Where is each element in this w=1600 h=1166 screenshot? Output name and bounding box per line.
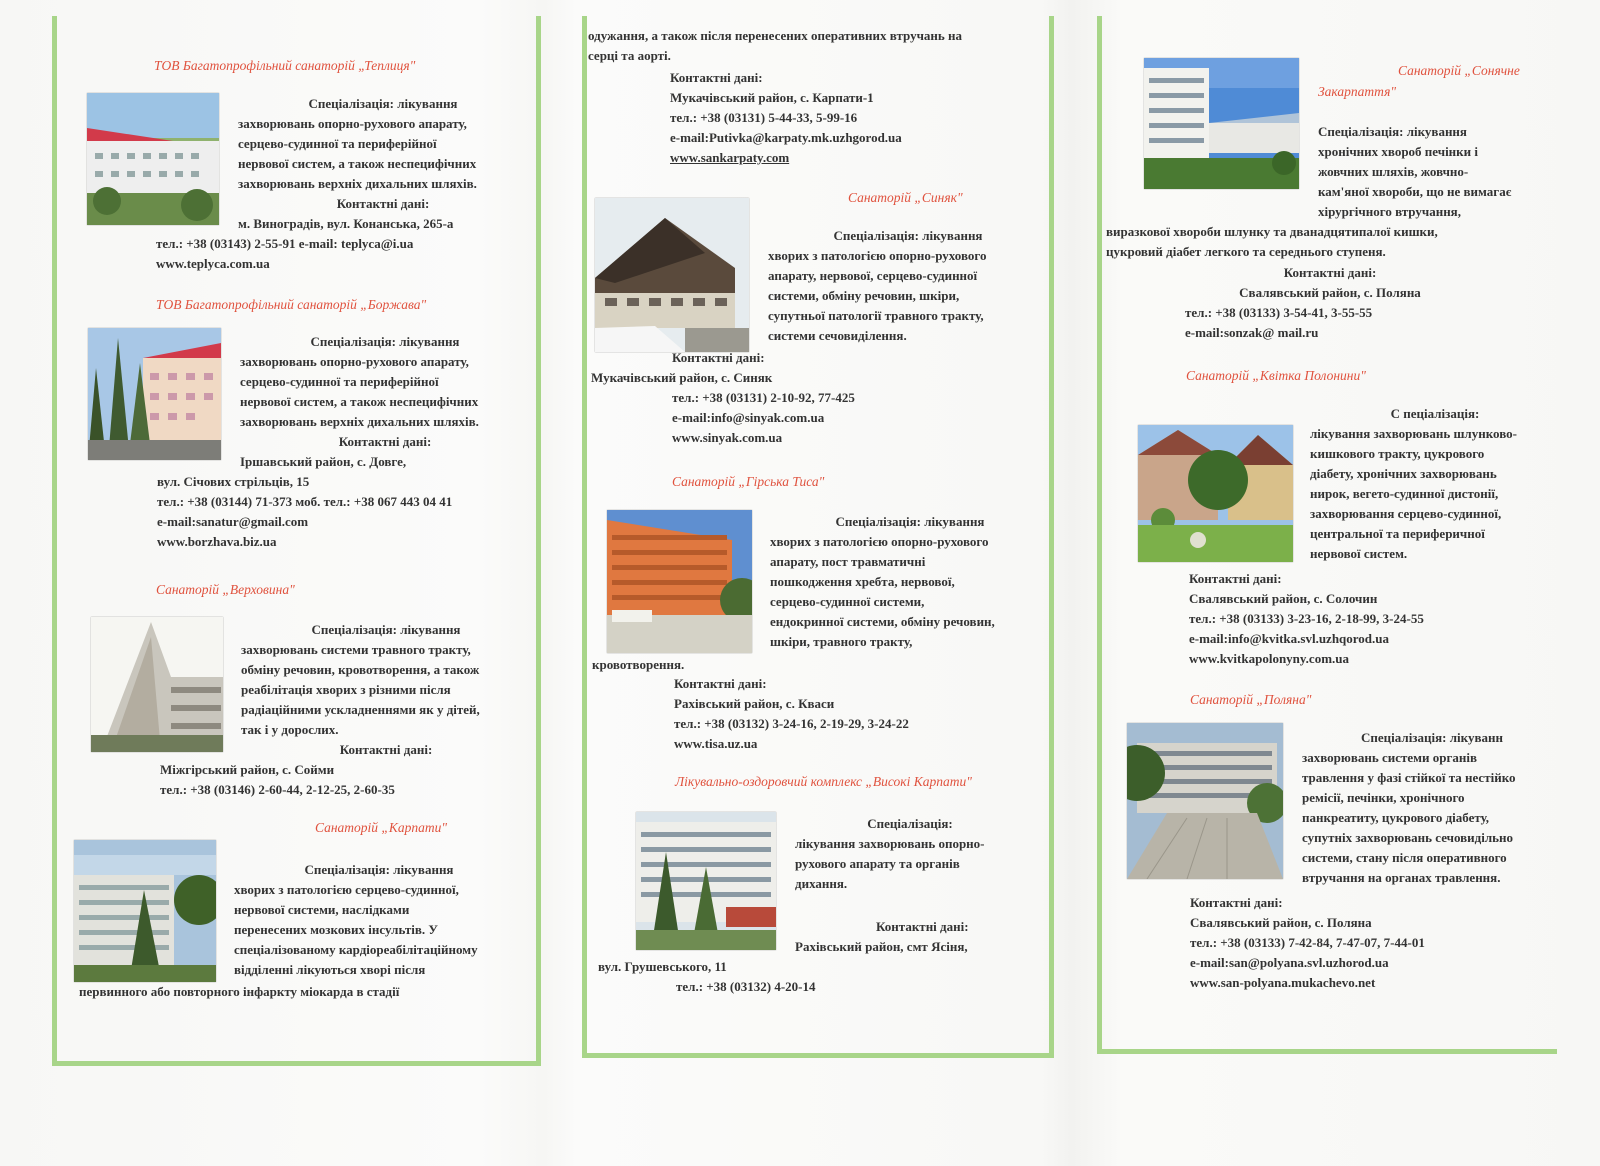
karpaty-line: Спеціалізація: лікування xyxy=(304,862,454,877)
verkhovyna-line: радіаційними ускладненнями як у дітей, xyxy=(241,702,480,717)
teplytsia-contacts-head: Контактні дані: xyxy=(336,196,430,211)
vysoki-karpaty-district: Рахівський район, смт Ясіня, xyxy=(795,939,968,954)
poliana-line: втручання на органах травлення. xyxy=(1302,870,1501,885)
verkhovyna-line: Спеціалізація: лікування xyxy=(311,622,461,637)
sonychne-title-line1: Санаторій „Сонячне xyxy=(1398,63,1520,78)
poliana-line: травлення у фазі стійкої та нестійко xyxy=(1302,770,1516,785)
kvitka-photo xyxy=(1138,425,1293,562)
karpaty-contacts-head: Контактні дані: xyxy=(670,70,763,85)
sonychne-contacts-head: Контактні дані: xyxy=(1283,265,1377,280)
kvitka-email: e-mail:info@kvitka.svl.uzhqorod.ua xyxy=(1189,631,1390,646)
sonychne-district: Свалявський район, с. Поляна xyxy=(1239,285,1421,300)
hirska-tysa-line: ендокринної системи, обміну речовин, xyxy=(770,614,995,629)
hirska-tysa-text xyxy=(770,512,1050,652)
kvitka-line: центральної та периферичної xyxy=(1310,526,1485,541)
teplytsia-line: захворювань верхніх дихальних шляхів. xyxy=(238,176,477,191)
borzhava-line: захворювань верхніх дихальних шляхів. xyxy=(240,414,479,429)
karpaty-line: перенесених мозкових інсультів. У xyxy=(234,922,438,937)
karpaty-line: нервової системи, наслідками xyxy=(234,902,410,917)
hirska-tysa-photo xyxy=(607,510,752,653)
borzhava-phone: тел.: +38 (03144) 71-373 моб. тел.: +38 067 443 04 41 xyxy=(157,494,453,509)
sonychne-line: кам'яної хвороби, що не вимагає xyxy=(1318,184,1512,199)
poliana-line: супутніх захворювань сечовидільно xyxy=(1302,830,1514,845)
verkhovyna-line: так і у дорослих. xyxy=(241,722,339,737)
syniak-contacts-head: Контактні дані: xyxy=(672,350,765,365)
syniak-text xyxy=(768,226,1048,346)
verkhovyna-contacts xyxy=(160,760,395,800)
syniak-district: Мукачівський район, с. Синяк xyxy=(591,370,773,385)
vysoki-karpaty-phone: тел.: +38 (03132) 4-20-14 xyxy=(676,979,816,994)
vysoki-karpaty-street: вул. Грушевського, 11 xyxy=(598,959,727,974)
teplytsia-phone: тел.: +38 (03143) 2-55-91 e-mail: teplyca@i.ua xyxy=(156,236,414,251)
verkhovyna-phone: тел.: +38 (03146) 2-60-44, 2-12-25, 2-60-35 xyxy=(160,782,395,797)
poliana-text xyxy=(1302,728,1562,888)
borzhava-contacts-head: Контактні дані: xyxy=(338,434,432,449)
vysoki-karpaty-line: рухового апарату та органів xyxy=(795,856,960,871)
poliana-phone: тел.: +38 (03133) 7-42-84, 7-47-07, 7-44-01 xyxy=(1190,935,1425,950)
karpaty-line: відділенні лікуються хворі після xyxy=(234,962,426,977)
verkhovyna-text xyxy=(241,620,531,760)
teplytsia-address: м. Виноградів, вул. Конанська, 265-а xyxy=(238,216,454,231)
verkhovyna-line: реабілітація хворих з різними після xyxy=(241,682,451,697)
karpaty-continued xyxy=(588,26,962,66)
teplytsia-line: Спеціалізація: лікування xyxy=(308,96,458,111)
hirska-tysa-line: серцево-судинної системи, xyxy=(770,594,925,609)
sonychne-line: хронічних хвороб печінки і xyxy=(1318,144,1479,159)
sonychne-text xyxy=(1318,122,1558,222)
borzhava-email: e-mail:sanatur@gmail.com xyxy=(157,514,309,529)
kvitka-district: Свалявський район, с. Солочин xyxy=(1189,591,1378,606)
hirska-tysa-line: шкіри, травного тракту, xyxy=(770,634,913,649)
karpaty-cont-line: одужання, а також після перенесених оперативних втручань на xyxy=(588,28,963,43)
syniak-title: Санаторій „Синяк" xyxy=(848,190,963,205)
sonychne-phone: тел.: +38 (03133) 3-54-41, 3-55-55 xyxy=(1185,305,1373,320)
sonychne-wide-line: цукровий діабет легкого та середнього ступеня. xyxy=(1106,244,1386,259)
hirska-tysa-district: Рахівський район, с. Кваси xyxy=(674,696,835,711)
hirska-tysa-web: www.tisa.uz.ua xyxy=(674,736,758,751)
teplytsia-line: нервової систем, а також неспецифічних xyxy=(238,156,477,171)
vysoki-karpaty-photo xyxy=(636,812,776,950)
kvitka-line: захворювання серцево-судинної, xyxy=(1310,506,1502,521)
vysoki-karpaty-text xyxy=(795,814,1025,894)
syniak-email: e-mail:info@sinyak.com.ua xyxy=(672,410,825,425)
verkhovyna-line: обміну речовин, кровотворення, а також xyxy=(241,662,480,677)
poliana-email: e-mail:san@polyana.svl.uzhorod.ua xyxy=(1190,955,1389,970)
karpaty-cont-line: серці та аорті. xyxy=(588,48,671,63)
borzhava-line: нервової систем, а також неспецифічних xyxy=(240,394,479,409)
borzhava-contacts xyxy=(157,472,452,552)
verkhovyna-photo xyxy=(91,617,223,752)
sonychne-line: жовчних шляхів, жовчно- xyxy=(1318,164,1469,179)
syniak-line: апарату, нервової, серцево-судинної xyxy=(768,268,978,283)
karpaty-line: спеціалізованому кардіореабілітаційному xyxy=(234,942,478,957)
karpaty-text xyxy=(234,860,524,980)
teplytsia-title: ТОВ Багатопрофільний санаторій „Теплиця" xyxy=(154,58,416,73)
sonychne-photo xyxy=(1144,58,1299,189)
karpaty-district: Мукачівський район, с. Карпати-1 xyxy=(670,90,874,105)
karpaty-web-link[interactable]: www.sankarpaty.com xyxy=(670,150,790,165)
syniak-line: Спеціалізація: лікування xyxy=(833,228,983,243)
sonychne-email: e-mail:sonzak@ mail.ru xyxy=(1185,325,1319,340)
sonychne-title-line2: Закарпаття" xyxy=(1318,84,1397,99)
syniak-photo xyxy=(595,198,749,352)
karpaty-photo xyxy=(74,840,216,982)
kvitka-title: Санаторій „Квітка Полонини" xyxy=(1186,368,1366,383)
teplytsia-line: захворювань опорно-рухового апарату, xyxy=(238,116,467,131)
borzhava-district: Іршавський район, с. Довге, xyxy=(240,454,407,469)
poliana-web: www.san-polyana.mukachevo.net xyxy=(1190,975,1376,990)
hirska-tysa-phone: тел.: +38 (03132) 3-24-16, 2-19-29, 3-24-22 xyxy=(674,716,909,731)
poliana-title: Санаторій „Поляна" xyxy=(1190,692,1312,707)
teplytsia-text xyxy=(238,94,528,234)
hirska-tysa-line: хворих з патологією опорно-рухового xyxy=(770,534,989,549)
syniak-line: хворих з патологією опорно-рухового xyxy=(768,248,987,263)
vysoki-karpaty-line: Спеціалізація: xyxy=(867,816,953,831)
hirska-tysa-contacts-head: Контактні дані: xyxy=(674,676,767,691)
karpaty-email: e-mail:Putivka@karpaty.mk.uzhgorod.ua xyxy=(670,130,902,145)
poliana-line: ремісії, печінки, хронічного xyxy=(1302,790,1465,805)
sonychne-wide-line: виразкової хвороби шлунку та дванадцятипалої кишки, xyxy=(1106,224,1438,239)
teplytsia-contacts xyxy=(156,234,413,274)
borzhava-photo xyxy=(88,328,221,460)
karpaty-line: хворих з патологією серцево-судинної, xyxy=(234,882,459,897)
borzhava-street: вул. Січових стрільців, 15 xyxy=(157,474,310,489)
poliana-line: Спеціалізація: лікуванн xyxy=(1361,730,1503,745)
hirska-tysa-line: апарату, пост травматичні xyxy=(770,554,926,569)
teplytsia-line: серцево-судинної та периферійної xyxy=(238,136,437,151)
verkhovyna-district: Міжгірський район, с. Сойми xyxy=(160,762,335,777)
karpaty-title: Санаторій „Карпати" xyxy=(315,820,448,835)
hirska-tysa-line: пошкодження хребта, нервової, xyxy=(770,574,955,589)
kvitka-web: www.kvitkapolonyny.com.ua xyxy=(1189,651,1350,666)
poliana-contacts-head: Контактні дані: xyxy=(1190,895,1283,910)
karpaty-last-line: первинного або повторного інфаркту міокарда в стадії xyxy=(79,984,400,999)
teplytsia-photo xyxy=(87,93,219,225)
borzhava-line: Спеціалізація: лікування xyxy=(310,334,460,349)
poliana-line: панкреатиту, цукрового діабету, xyxy=(1302,810,1490,825)
syniak-line: супутньої патології травного тракту, xyxy=(768,308,984,323)
vysoki-karpaty-contacts-head: Контактні дані: xyxy=(876,919,969,934)
kvitka-text xyxy=(1310,404,1560,564)
kvitka-line: нирок, вегето-судинної дистонії, xyxy=(1310,486,1499,501)
poliana-line: захворювань системи органів xyxy=(1302,750,1477,765)
syniak-line: системи сечовиділення. xyxy=(768,328,907,343)
hirska-tysa-last-line: кровотворення. xyxy=(592,657,685,672)
karpaty-contacts xyxy=(670,68,902,168)
vysoki-karpaty-title: Лікувально-оздоровчий комплекс „Високі Карпати" xyxy=(675,774,972,789)
sonychne-line: Спеціалізація: лікування xyxy=(1318,124,1467,139)
sonychne-line: хірургічного втручання, xyxy=(1318,204,1461,219)
hirska-tysa-contacts xyxy=(674,674,909,754)
teplytsia-web: www.teplyca.com.ua xyxy=(156,256,270,271)
borzhava-web: www.borzhava.biz.ua xyxy=(157,534,277,549)
kvitka-line: діабету, хронічних захворювань xyxy=(1310,466,1497,481)
syniak-line: системи, обміну речовин, шкіри, xyxy=(768,288,960,303)
kvitka-line: нервової систем. xyxy=(1310,546,1408,561)
verkhovyna-title: Санаторій „Верховина" xyxy=(156,582,295,597)
sonychne-contacts xyxy=(1185,263,1475,343)
syniak-web: www.sinyak.com.ua xyxy=(672,430,783,445)
hirska-tysa-line: Спеціалізація: лікування xyxy=(835,514,985,529)
poliana-contacts xyxy=(1190,893,1425,993)
syniak-phone: тел.: +38 (03131) 2-10-92, 77-425 xyxy=(672,390,855,405)
borzhava-line: серцево-судинної та периферійної xyxy=(240,374,439,389)
kvitka-line: С пеціалізація: xyxy=(1390,406,1480,421)
kvitka-phone: тел.: +38 (03133) 3-23-16, 2-18-99, 3-24-55 xyxy=(1189,611,1424,626)
kvitka-line: кишкового тракту, цукрового xyxy=(1310,446,1485,461)
syniak-contacts xyxy=(672,388,855,448)
karpaty-phone: тел.: +38 (03131) 5-44-33, 5-99-16 xyxy=(670,110,858,125)
poliana-line: системи, стану після оперативного xyxy=(1302,850,1507,865)
verkhovyna-line: захворювань системи травного тракту, xyxy=(241,642,471,657)
kvitka-contacts xyxy=(1189,569,1424,669)
poliana-district: Свалявський район, с. Поляна xyxy=(1190,915,1372,930)
vysoki-karpaty-line: лікування захворювань опорно- xyxy=(795,836,985,851)
borzhava-line: захворювань опорно-рухового апарату, xyxy=(240,354,469,369)
kvitka-contacts-head: Контактні дані: xyxy=(1189,571,1282,586)
kvitka-line: лікування захворювань шлунково- xyxy=(1310,426,1517,441)
borzhava-text xyxy=(240,332,530,472)
sonychne-text-wide xyxy=(1106,222,1438,262)
hirska-tysa-title: Санаторій „Гірська Тиса" xyxy=(672,474,825,489)
borzhava-title: ТОВ Багатопрофільний санаторій „Боржава" xyxy=(156,297,427,312)
poliana-photo xyxy=(1127,723,1283,879)
vysoki-karpaty-line: дихання. xyxy=(795,876,848,891)
verkhovyna-contacts-head: Контактні дані: xyxy=(339,742,433,757)
